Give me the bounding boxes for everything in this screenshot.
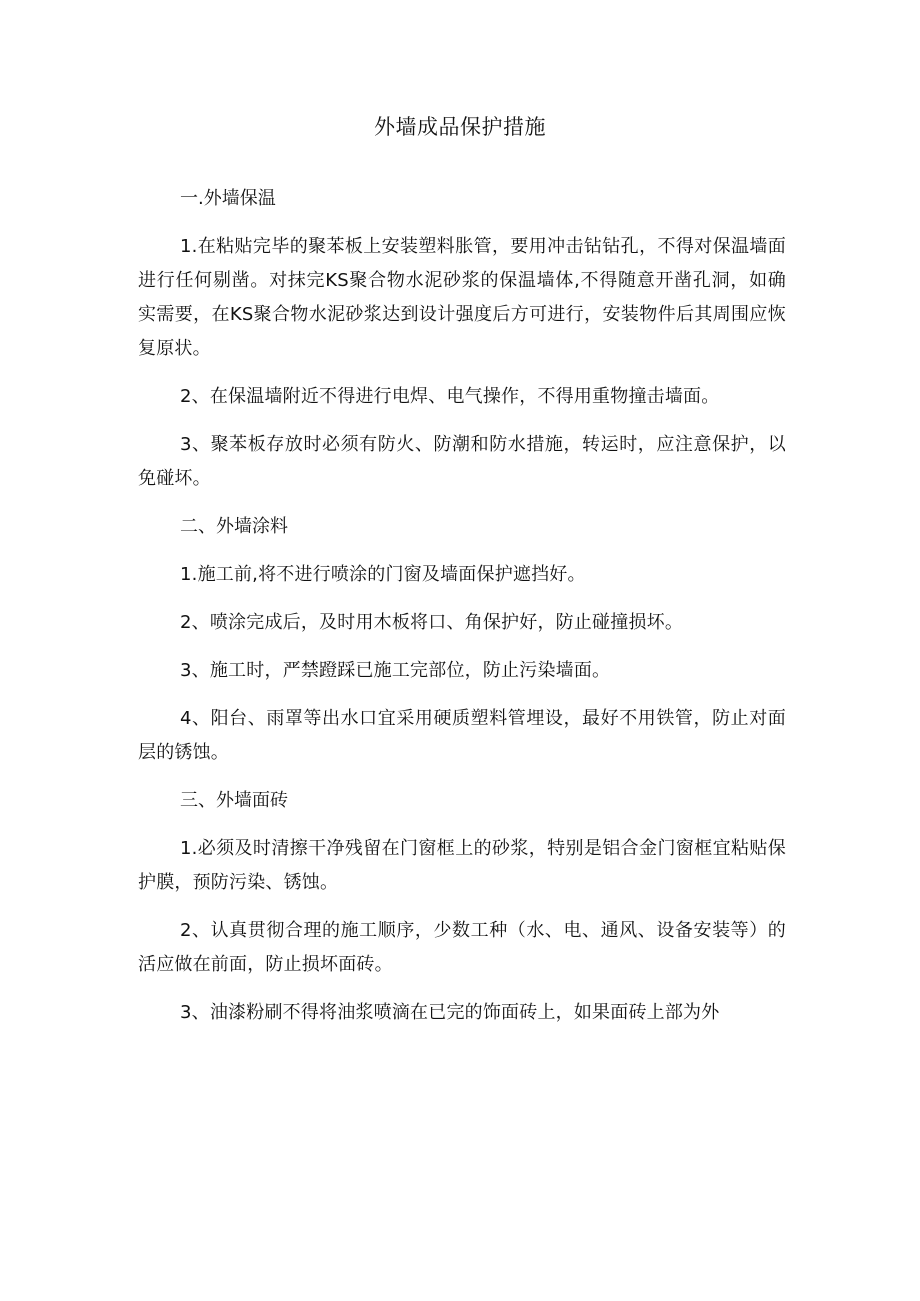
paragraph-coating-3: 3、施工时，严禁蹬踩已施工完部位，防止污染墙面。 (180, 660, 611, 681)
paragraph-insulation-2: 2、在保温墙附近不得进行电焊、电气操作，不得用重物撞击墙面。 (180, 386, 720, 407)
paragraph-insulation-1: 1.在粘贴完毕的聚苯板上安装塑料胀管，要用冲击钻钻孔，不得对保温墙面进行任何剔凿。对抹完KS聚合物水泥砂浆的保温墙体,不得随意开凿孔洞，如确实需要，在KS聚合物水泥砂浆达到设计强度后方可进行，安装物件后其周围应恢复原状。 (138, 236, 786, 359)
paragraph-insulation-3: 3、聚苯板存放时必须有防火、防潮和防水措施，转运时，应注意保护，以免碰坏。 (138, 434, 786, 489)
document-body (138, 182, 786, 1044)
section-heading-tile: 三、外墙面砖 (180, 790, 288, 811)
paragraph-coating-4: 4、阳台、雨罩等出水口宜采用硬质塑料管埋设，最好不用铁管，防止对面层的锈蚀。 (138, 708, 786, 763)
paragraph-tile-1: 1.必须及时清擦干净残留在门窗框上的砂浆，特别是铝合金门窗框宜粘贴保护膜，预防污染、锈蚀。 (138, 838, 786, 893)
document-title: 外墙成品保护措施 (374, 115, 546, 139)
paragraph-coating-2: 2、喷涂完成后，及时用木板将口、角保护好，防止碰撞损坏。 (180, 612, 684, 633)
paragraph-tile-3: 3、油漆粉刷不得将油浆喷滴在已完的饰面砖上，如果面砖上部为外 (180, 1002, 720, 1023)
paragraph-tile-2: 2、认真贯彻合理的施工顺序，少数工种（水、电、通风、设备安装等）的活应做在前面，防止损坏面砖。 (138, 920, 786, 975)
section-heading-coating: 二、外墙涂料 (180, 516, 288, 537)
paragraph-coating-1: 1.施工前,将不进行喷涂的门窗及墙面保护遮挡好。 (180, 564, 586, 585)
section-heading-insulation: 一.外墙保温 (180, 188, 276, 209)
